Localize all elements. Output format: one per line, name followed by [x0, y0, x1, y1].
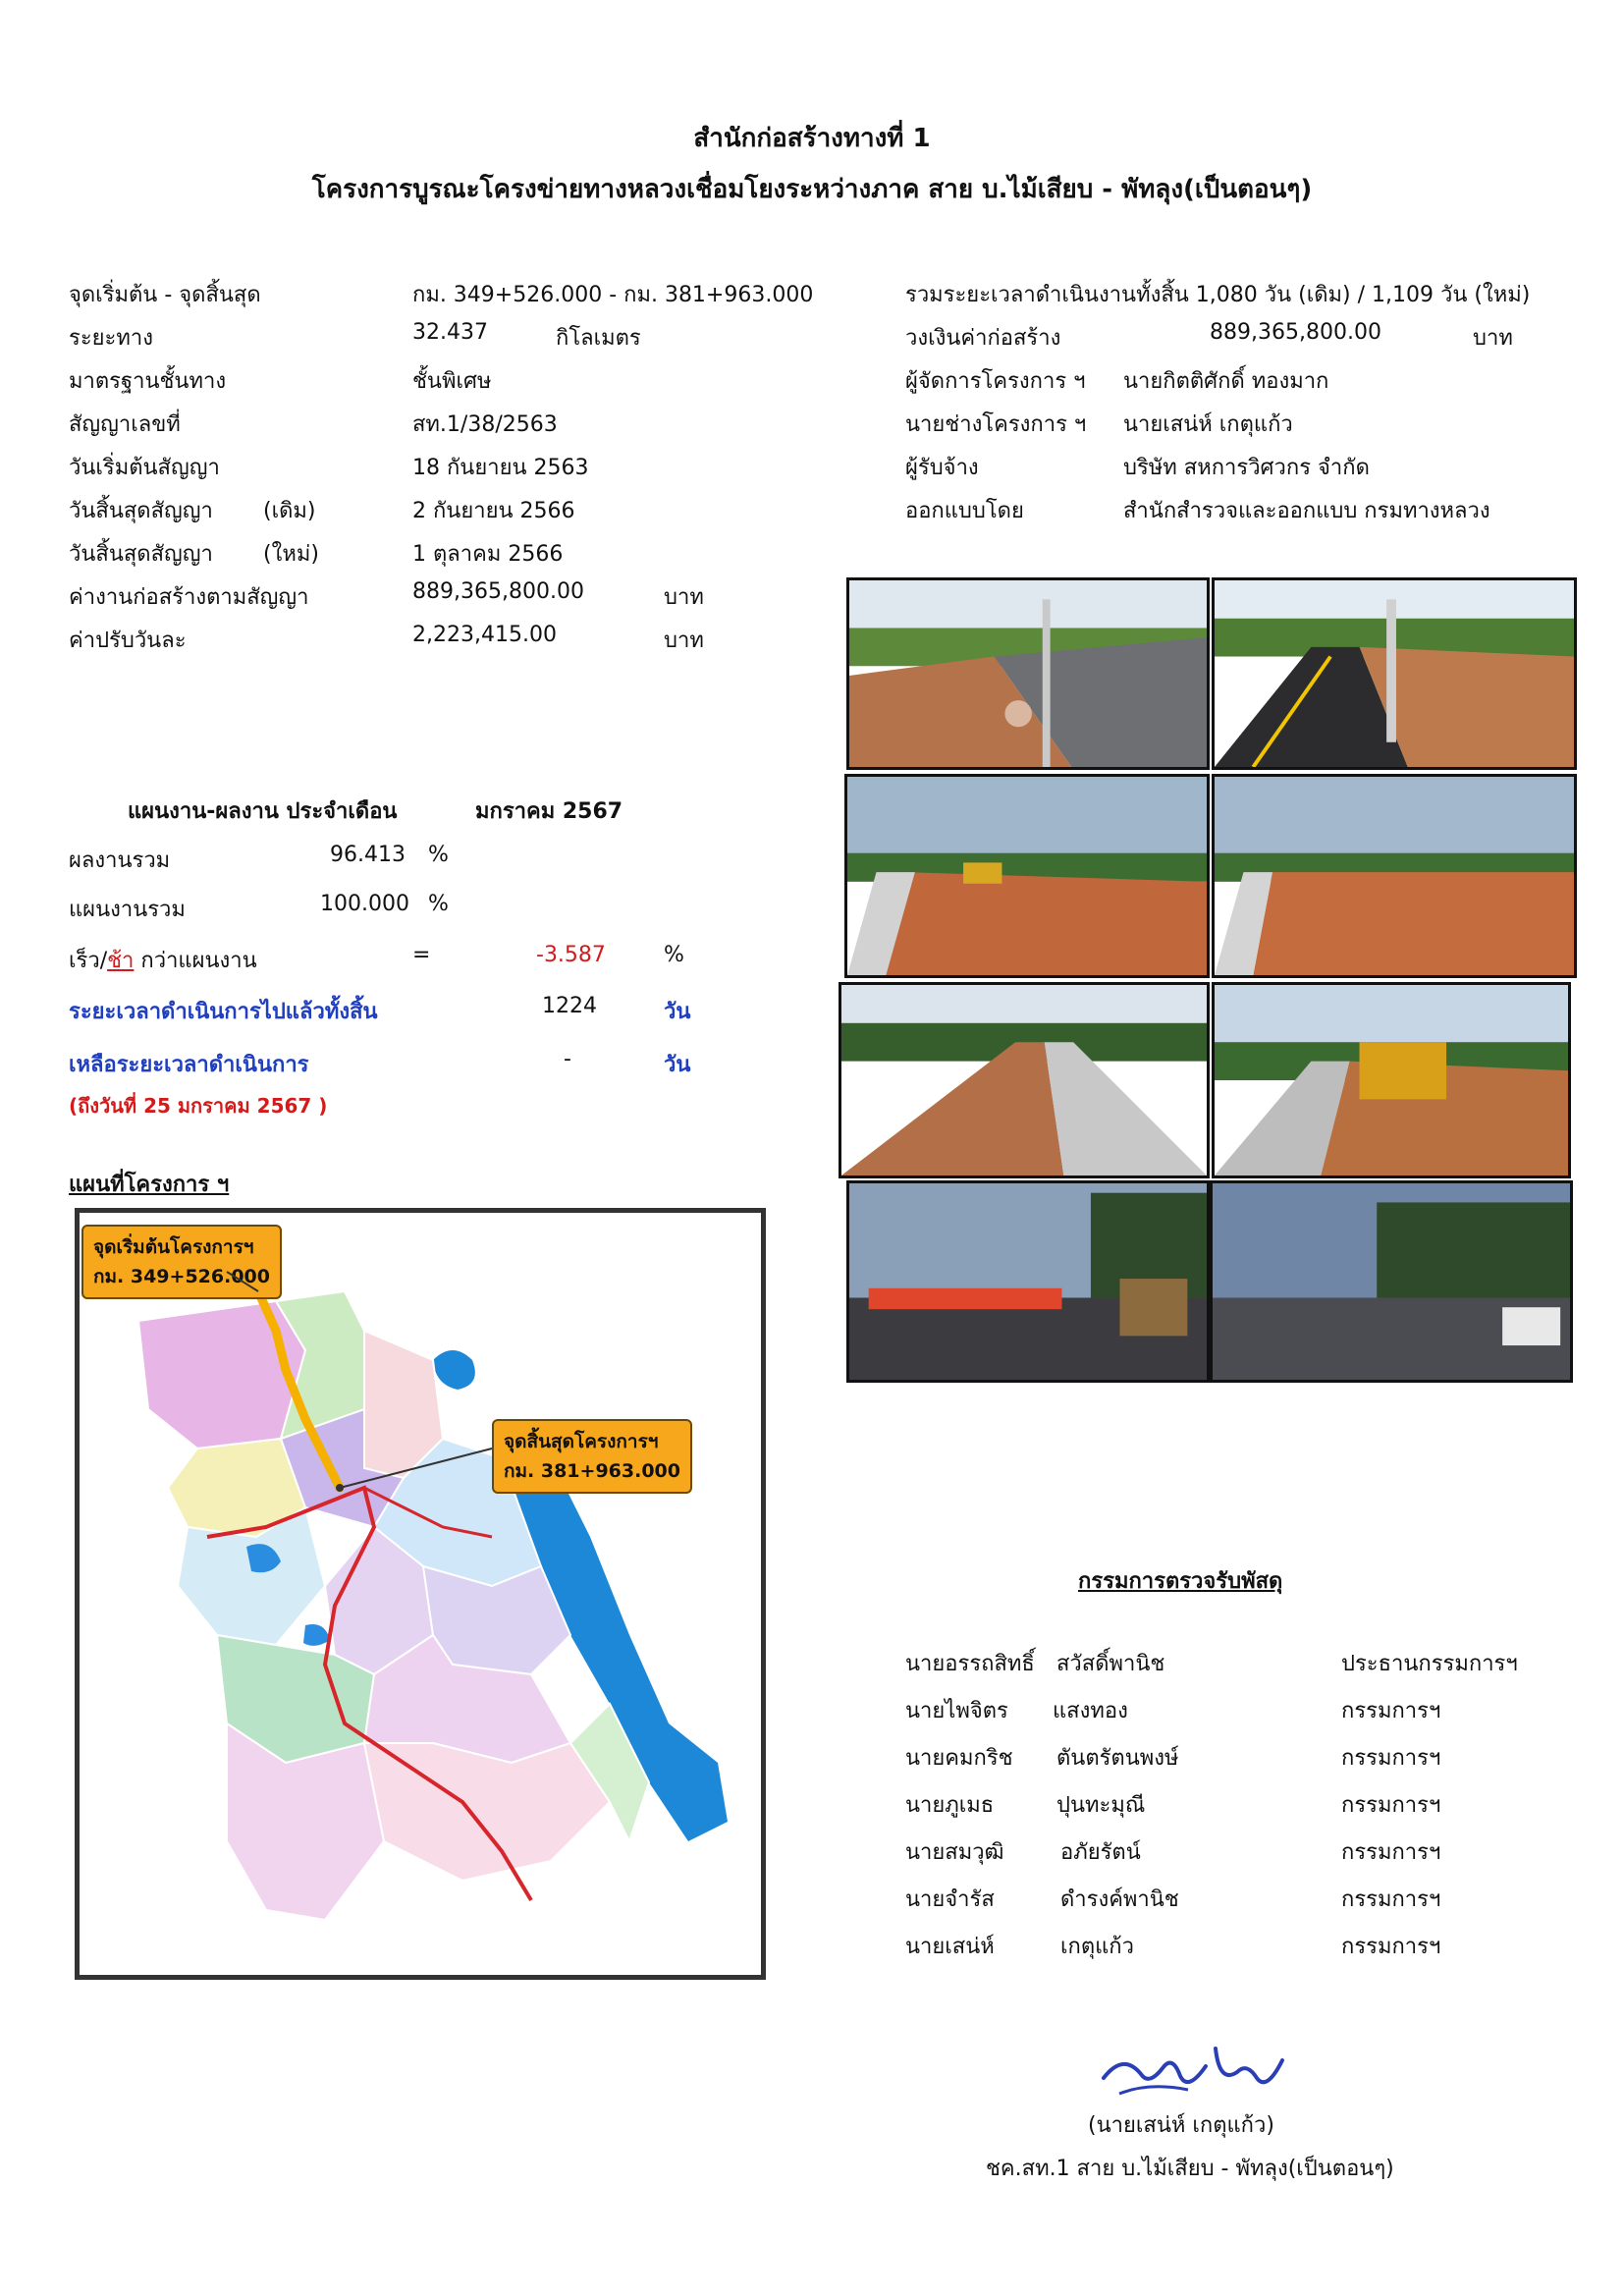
info-value-budget: 889,365,800.00: [1210, 320, 1381, 345]
member-last-name: ดำรงค์พานิช: [1060, 1887, 1179, 1912]
diff-value: -3.587: [536, 943, 606, 967]
diff-label-slow: ช้า: [107, 949, 135, 973]
callout-leaders: [80, 1213, 761, 1975]
member-last-name: ปุนทะมุณี: [1056, 1793, 1146, 1818]
member-first-name: นายอรรถสิทธิ์: [905, 1652, 1035, 1676]
info-value-contractor: บริษัท สหการวิศวกร จำกัด: [1123, 456, 1370, 480]
committee-heading: กรรมการตรวจรับพัสดุ: [1078, 1569, 1283, 1594]
plan-label: แผนงานรวม: [69, 898, 186, 922]
photo-guardrail-work: [846, 577, 1210, 770]
info-unit-distance: กิโลเมตร: [556, 326, 641, 351]
info-value-endpoints: กม. 349+526.000 - กม. 381+963.000: [412, 283, 814, 307]
photo-grading-2: [1212, 774, 1577, 978]
info-total-duration: รวมระยะเวลาดำเนินงานทั้งสิ้น 1,080 วัน (เดิม) / 1,109 วัน (ใหม่): [905, 283, 1531, 307]
actual-unit: %: [428, 843, 449, 867]
member-role: กรรมการฯ: [1341, 1887, 1441, 1912]
member-last-name: อภัยรัตน์: [1060, 1840, 1141, 1865]
info-label-end-date-new: วันสิ้นสุดสัญญา: [69, 542, 213, 567]
map-heading: แผนที่โครงการ ฯ: [69, 1173, 230, 1197]
member-role: กรรมการฯ: [1341, 1746, 1441, 1771]
progress-heading: แผนงาน-ผลงาน ประจำเดือน: [128, 799, 398, 824]
info-label-standard: มาตรฐานชั้นทาง: [69, 369, 227, 394]
info-value-distance: 32.437: [412, 320, 488, 345]
signature-position: ชค.สท.1 สาย บ.ไม้เสียบ - พัทลุง(เป็นตอนๆ): [986, 2157, 1394, 2181]
progress-month: มกราคม 2567: [475, 799, 623, 824]
diff-equals: =: [412, 943, 431, 967]
diff-label: [69, 943, 257, 977]
info-label-engineer: นายช่างโครงการ ฯ: [905, 412, 1087, 437]
actual-label: ผลงานรวม: [69, 848, 171, 873]
info-unit-budget: บาท: [1473, 326, 1513, 351]
info-value-manager: นายกิตติศักดิ์ ทองมาก: [1123, 369, 1329, 394]
start-callout-label: จุดเริ่มต้นโครงการฯ: [93, 1236, 254, 1258]
member-role: กรรมการฯ: [1341, 1793, 1441, 1818]
info-value-start-date: 18 กันยายน 2563: [412, 456, 589, 480]
info-value-end-date-new: 1 ตุลาคม 2566: [412, 542, 564, 567]
member-first-name: นายเสน่ห์: [905, 1935, 995, 1959]
member-last-name: ตันตรัตนพงษ์: [1056, 1746, 1179, 1771]
photo-grader-machine: [1212, 982, 1571, 1178]
member-last-name: แสงทอง: [1053, 1699, 1128, 1723]
photo-base-course: [839, 982, 1210, 1178]
info-value-designer: สำนักสำรวจและออกแบบ กรมทางหลวง: [1123, 499, 1490, 523]
info-note-end-date-old: (เดิม): [263, 499, 316, 523]
plan-unit: %: [428, 892, 449, 916]
info-value-contract-value: 889,365,800.00: [412, 579, 584, 604]
project-map: [75, 1208, 766, 1980]
office-title: สำนักก่อสร้างทางที่ 1: [693, 124, 931, 153]
info-label-start-date: วันเริ่มต้นสัญญา: [69, 456, 220, 480]
member-last-name: เกตุแก้ว: [1060, 1935, 1134, 1959]
member-role: กรรมการฯ: [1341, 1699, 1441, 1723]
info-value-standard: ชั้นพิเศษ: [412, 369, 492, 394]
elapsed-value: 1224: [542, 994, 597, 1018]
info-label-daily-fine: ค่าปรับวันละ: [69, 629, 187, 653]
asof-date: (ถึงวันที่ 25 มกราคม 2567 ): [69, 1094, 328, 1118]
photo-night-barrier: [846, 1180, 1210, 1383]
photo-grading-1: [844, 774, 1210, 978]
info-unit-contract-value: บาท: [664, 585, 704, 610]
diff-label-rest: กว่าแผนงาน: [134, 949, 257, 973]
plan-value: 100.000: [320, 892, 409, 916]
info-value-engineer: นายเสน่ห์ เกตุแก้ว: [1123, 412, 1293, 437]
signature-graphic: [1090, 2033, 1296, 2111]
diff-label-fast: เร็ว/: [69, 949, 108, 973]
elapsed-unit: วัน: [664, 1000, 691, 1024]
signature-name: (นายเสน่ห์ เกตุแก้ว): [1088, 2113, 1274, 2138]
end-callout-label: จุดสิ้นสุดโครงการฯ: [504, 1431, 659, 1452]
remain-unit: วัน: [664, 1053, 691, 1077]
info-label-budget: วงเงินค่าก่อสร้าง: [905, 326, 1061, 351]
project-title: โครงการบูรณะโครงข่ายทางหลวงเชื่อมโยงระหว่างภาค สาย บ.ไม้เสียบ - พัทลุง(เป็นตอนๆ): [311, 175, 1313, 204]
info-label-endpoints: จุดเริ่มต้น - จุดสิ้นสุด: [69, 283, 261, 307]
member-first-name: นายจำรัส: [905, 1887, 995, 1912]
diff-unit: %: [664, 943, 684, 967]
info-value-end-date-old: 2 กันยายน 2566: [412, 499, 575, 523]
info-label-end-date-old: วันสิ้นสุดสัญญา: [69, 499, 213, 523]
member-first-name: นายภูเมธ: [905, 1793, 995, 1818]
info-value-daily-fine: 2,223,415.00: [412, 623, 557, 647]
member-role: กรรมการฯ: [1341, 1840, 1441, 1865]
info-label-contract: สัญญาเลขที่: [69, 412, 181, 437]
photo-night-road: [1210, 1180, 1573, 1383]
remain-value: -: [564, 1047, 571, 1071]
member-first-name: นายไพจิตร: [905, 1699, 1008, 1723]
info-label-designer: ออกแบบโดย: [905, 499, 1024, 523]
info-note-end-date-new: (ใหม่): [263, 542, 319, 567]
info-label-contractor: ผู้รับจ้าง: [905, 456, 979, 480]
start-callout-km: กม. 349+526.000: [93, 1266, 270, 1287]
member-role: ประธานกรรมการฯ: [1341, 1652, 1518, 1676]
member-first-name: นายสมวุฒิ: [905, 1840, 1004, 1865]
info-label-contract-value: ค่างานก่อสร้างตามสัญญา: [69, 585, 309, 610]
info-label-manager: ผู้จัดการโครงการ ฯ: [905, 369, 1086, 394]
photo-road-shoulder: [1212, 577, 1577, 770]
info-unit-daily-fine: บาท: [664, 629, 704, 653]
elapsed-label: ระยะเวลาดำเนินการไปแล้วทั้งสิ้น: [69, 1000, 378, 1024]
member-last-name: สวัสดิ์พานิช: [1056, 1652, 1165, 1676]
member-role: กรรมการฯ: [1341, 1935, 1441, 1959]
actual-value: 96.413: [330, 843, 406, 867]
info-label-distance: ระยะทาง: [69, 326, 153, 351]
member-first-name: นายคมกริช: [905, 1746, 1013, 1771]
remain-label: เหลือระยะเวลาดำเนินการ: [69, 1053, 309, 1077]
info-value-contract: สท.1/38/2563: [412, 412, 558, 437]
end-callout-km: กม. 381+963.000: [504, 1460, 680, 1482]
